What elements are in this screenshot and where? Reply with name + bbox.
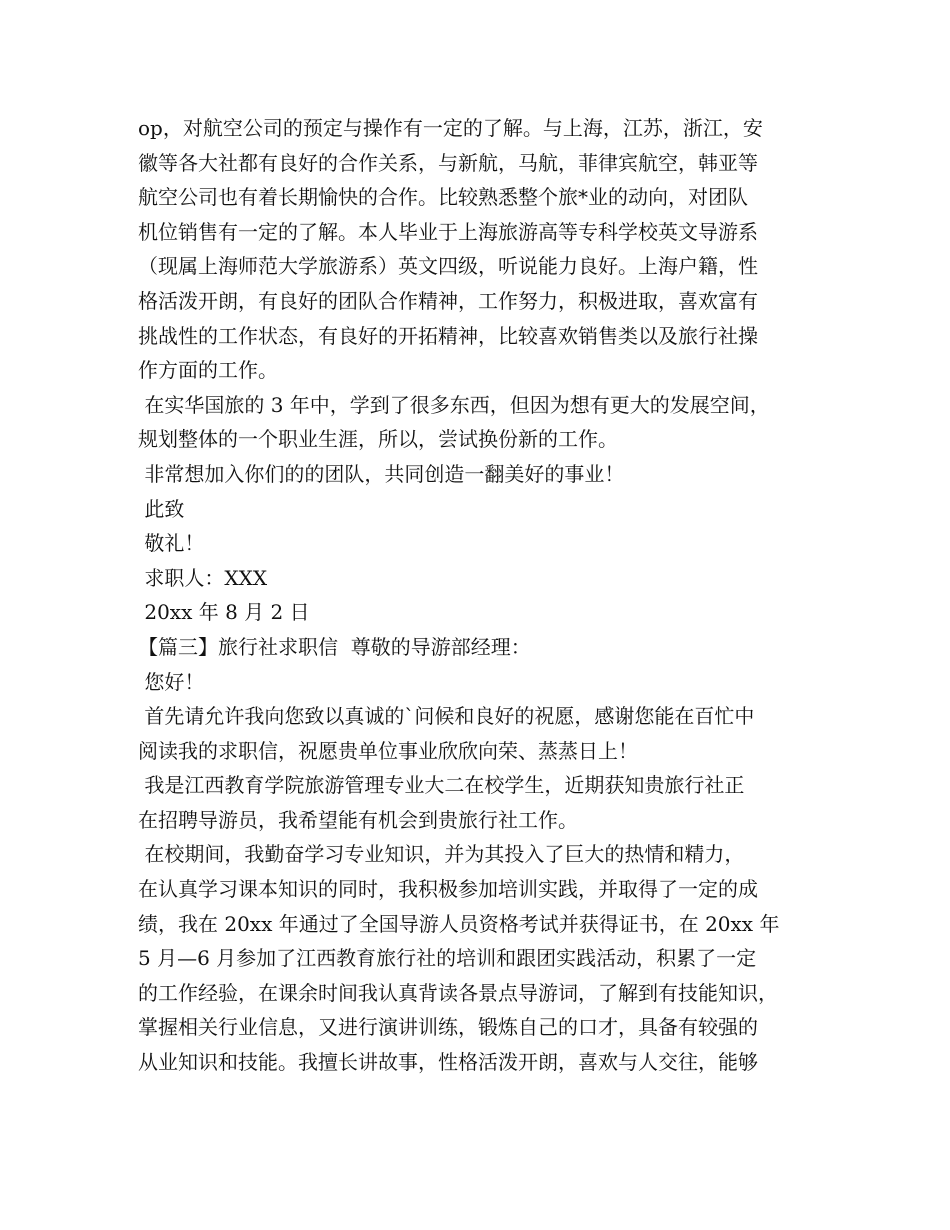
text-line: 机位销售有一定的了解。本人毕业于上海旅游高等专科学校英文导游系 [138,219,758,244]
text-line: 航空公司也有着长期愉快的合作。比较熟悉整个旅*业的动向，对团队 [138,185,748,210]
text-line: 从业知识和技能。我擅长讲故事，性格活泼开朗，喜欢与人交往，能够 [138,1050,758,1075]
text-line: 非常想加入你们的的团队，共同创造一翻美好的事业！ [138,461,625,486]
text-line: 在校期间，我勤奋学习专业知识，并为其投入了巨大的热情和精力， [138,842,745,867]
text-line: 徽等各大社都有良好的合作关系，与新航，马航，菲律宾航空，韩亚等 [138,150,758,175]
section-heading: 【篇三】旅行社求职信 尊敬的导游部经理： [138,634,531,659]
text-line: 格活泼开朗，有良好的团队合作精神，工作努力，积极进取，喜欢富有 [138,288,758,313]
text-line: 5 月—6 月参加了江西教育旅行社的培训和跟团实践活动，积累了一定 [138,946,757,971]
text-line: 我是江西教育学院旅游管理专业大二在校学生，近期获知贵旅行社正 [138,773,745,798]
text-line: 在实华国旅的 3 年中，学到了很多东西，但因为想有更大的发展空间， [138,392,770,417]
text-line: 规划整体的一个职业生涯，所以，尝试换份新的工作。 [138,427,618,452]
text-line: 的工作经验，在课余时间我认真背读各景点导游词，了解到有技能知识， [138,980,778,1005]
body-text [138,111,828,1080]
text-line: 首先请允许我向您致以真诚的`问候和良好的祝愿，感谢您能在百忙中 [138,704,755,729]
closing-regards: 敬礼！ [138,531,205,556]
text-line: op，对航空公司的预定与操作有一定的了解。与上海，江苏，浙江，安 [138,116,763,140]
applicant-signature: 求职人：XXX [138,565,268,590]
text-line: 在招聘导游员，我希望能有机会到贵旅行社工作。 [138,807,578,832]
greeting: 您好！ [138,669,205,694]
closing-salutation: 此致 [138,496,185,521]
text-line: 掌握相关行业信息，又进行演讲训练，锻炼自己的口才，具备有较强的 [138,1015,758,1040]
text-line: 作方面的工作。 [138,358,278,383]
text-line: 在认真学习课本知识的同时，我积极参加培训实践，并取得了一定的成 [138,877,758,902]
text-line: 挑战性的工作状态，有良好的开拓精神，比较喜欢销售类以及旅行社操 [138,323,758,348]
text-line: 绩，我在 20xx 年通过了全国导游人员资格考试并获得证书，在 20xx 年 [138,911,780,936]
text-line: 阅读我的求职信，祝愿贵单位事业欣欣向荣、蒸蒸日上！ [138,738,638,763]
letter-date: 20xx 年 8 月 2 日 [138,600,310,625]
text-line: （现属上海师范大学旅游系）英文四级，听说能力良好。上海户籍，性 [138,254,758,279]
